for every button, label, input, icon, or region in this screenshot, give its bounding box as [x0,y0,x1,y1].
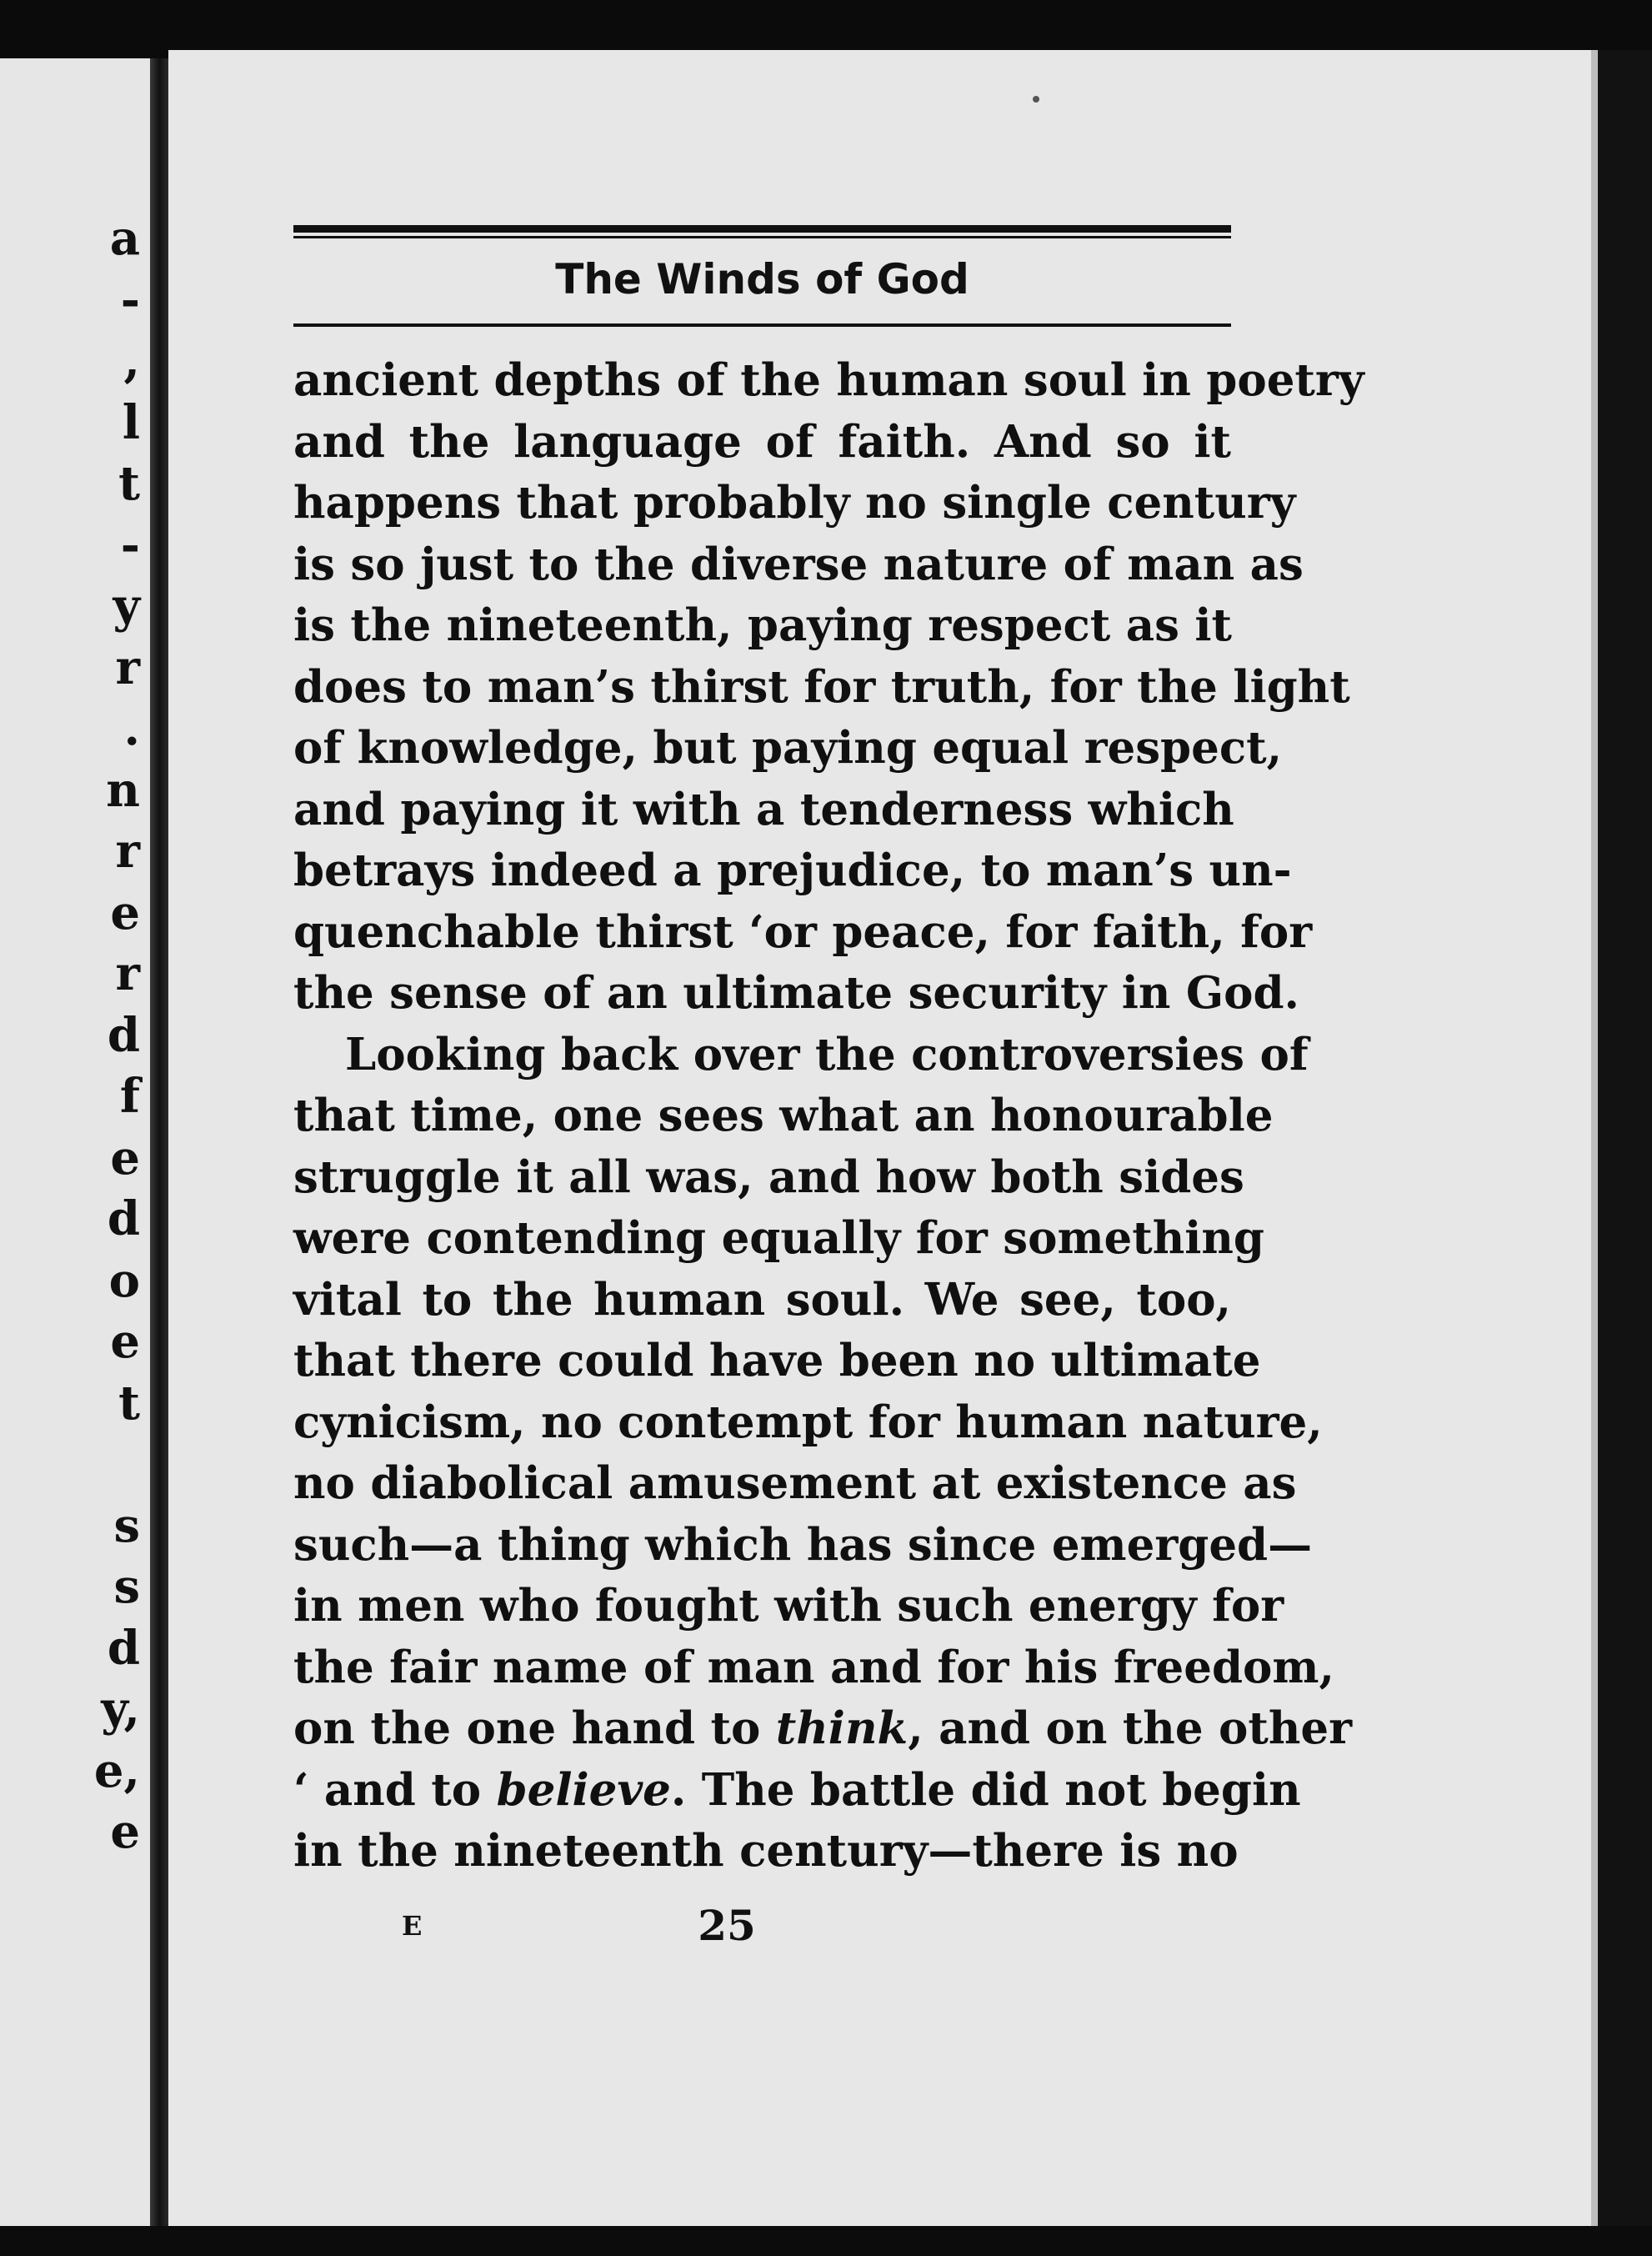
previous-page-edge [0,58,153,2226]
previous-page-fragment: t [118,456,140,511]
signature-mark: E [402,1910,423,1942]
bottom-scan-border [0,2226,1652,2256]
text-line: Looking back over the controversies of [345,1028,1309,1080]
previous-page-fragment: a [109,211,140,266]
top-rule-thin [293,236,1231,238]
previous-page-fragment: . [123,701,140,756]
text-line: were contending equally for something [293,1212,1264,1264]
text-line: vital to the human soul. We see, too, [293,1273,1231,1326]
previous-page-fragment: - [120,517,140,573]
previous-page-fragment: n [106,762,140,818]
running-head-rule [293,323,1231,327]
previous-page-fragment: f [119,1069,140,1124]
previous-page-fragment: r [115,824,140,879]
text-line: on the one hand to think, and on the other [293,1702,1353,1754]
text-line: ancient depths of the human soul in poetry [293,354,1364,406]
text-line: such—a thing which has since emerged— [293,1518,1313,1571]
text-line: the sense of an ultimate security in God. [293,967,1299,1019]
text-line: is the nineteenth, paying respect as it [293,599,1232,651]
text-line: of knowledge, but paying equal respect, [293,722,1283,774]
previous-page-fragment: y, [101,1682,140,1737]
page-number: 25 [698,1901,756,1950]
text-line: cynicism, no contempt for human nature, [293,1396,1323,1448]
text-line: ‘ and to believe. The battle did not begin [293,1763,1301,1816]
previous-page-fragment: t [118,1375,140,1431]
text-line: is so just to the diverse nature of man as [293,538,1304,590]
text-line: no diabolical amusement at existence as [293,1457,1297,1509]
text-line: struggle it all was, and how both sides [293,1151,1244,1203]
text-line: in men who fought with such energy for [293,1580,1284,1632]
previous-page-fragment: - [120,272,140,328]
previous-page-fragment: , [123,333,140,389]
text-line: in the nineteenth century—there is no [293,1825,1239,1877]
emphasized-word: think [775,1702,909,1754]
top-double-rule [293,225,1231,238]
previous-page-fragment: e, [93,1742,140,1798]
previous-page-fragment: l [122,394,140,450]
previous-page-fragment: e [110,1314,140,1369]
previous-page-fragment: d [107,1007,140,1063]
previous-page-line-endings [94,208,140,1863]
text-line: happens that probably no single century [293,477,1296,529]
text-line: that there could have been no ultimate [293,1335,1261,1386]
previous-page-fragment: e [110,885,140,940]
previous-page-fragment: s [113,1559,140,1614]
scan-speck [1033,96,1039,103]
previous-page-fragment [94,1434,140,1496]
top-rule-thick [293,225,1231,233]
text-line: and the language of faith. And so it [293,415,1231,468]
previous-page-fragment: d [107,1620,140,1676]
emphasized-word: believe [496,1763,671,1816]
book-gutter [150,58,168,2226]
body-text [293,350,1364,1883]
text-line: the fair name of man and for his freedom, [293,1641,1334,1693]
previous-page-fragment: s [113,1497,140,1553]
text-line: betrays indeed a prejudice, to man’s un- [293,845,1292,896]
previous-page-fragment: r [115,946,140,1001]
previous-page-fragment: d [107,1191,140,1246]
text-line: and paying it with a tenderness which [293,783,1234,835]
previous-page-fragment: r [115,639,140,695]
book-page [168,50,1598,2226]
right-scan-border [1598,50,1652,2226]
previous-page-fragment: e [110,1804,140,1859]
previous-page-fragment: o [108,1252,140,1308]
previous-page-fragment: y [113,579,140,634]
text-line: does to man’s thirst for truth, for the light [293,660,1350,713]
text-line: that time, one sees what an honourable [293,1090,1274,1141]
running-head: The Winds of God [555,255,969,303]
previous-page-fragment: e [110,1130,140,1186]
text-line: quenchable thirst ‘or peace, for faith, for [293,905,1313,958]
